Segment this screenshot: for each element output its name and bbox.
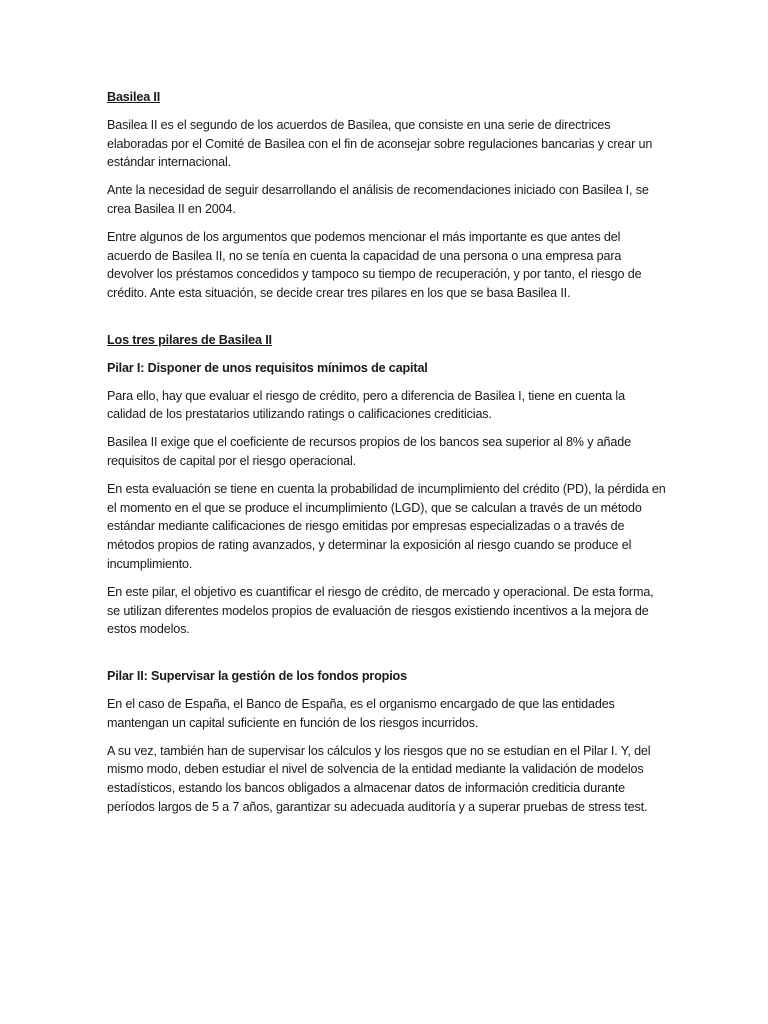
paragraph: A su vez, también han de supervisar los cálculos y los riesgos que no se estudian en el Pilar I. Y, del mismo modo, deben estudiar el nivel de solvencia de la entidad mediante la validación de modelos estadísticos, estando los bancos obligados a almacenar datos de información crediticia durante períodos largos de 5 a 7 años, garantizar su adecuada auditoría y a superar pruebas de stress test.: [107, 743, 651, 814]
paragraph: Basilea II es el segundo de los acuerdos de Basilea, que consiste en una serie de directrices elaboradas por el Comité de Basilea con el fin de aconsejar sobre regulaciones bancarias y crear un estándar internacional.: [107, 117, 653, 170]
subsection-title-pilar-2: Pilar II: Supervisar la gestión de los fondos propios: [107, 669, 407, 684]
paragraph: En este pilar, el objetivo es cuantificar el riesgo de crédito, de mercado y operacional. De esta forma, se utilizan diferentes modelos propios de evaluación de riesgos existiendo incentivos a la mejora de estos modelos.: [107, 584, 654, 637]
section-title-tres-pilares: Los tres pilares de Basilea II: [107, 332, 272, 347]
paragraph: Basilea II exige que el coeficiente de recursos propios de los bancos sea superior al 8% y añade requisitos de capital por el riesgo operacional.: [107, 435, 631, 468]
subsection-title-pilar-1: Pilar I: Disponer de unos requisitos mínimos de capital: [107, 360, 428, 375]
paragraph: Para ello, hay que evaluar el riesgo de crédito, pero a diferencia de Basilea I, tiene en cuenta la calidad de los prestatarios utilizando ratings o calificaciones crediticias.: [107, 388, 625, 422]
paragraph: Ante la necesidad de seguir desarrollando el análisis de recomendaciones iniciado con Basilea I, se crea Basilea II en 2004.: [107, 183, 649, 216]
paragraph: En esta evaluación se tiene en cuenta la probabilidad de incumplimiento del crédito (PD), la pérdida en el momento en el que se produce el incumplimiento (LGD), que se calculan a través de un método estándar mediante calificaciones de riesgo emitidas por empresas especializadas o a través de métodos propios de rating avanzados, y determinar la exposición al riesgo cuando se produce el incumplimiento.: [107, 481, 666, 571]
section-title-basilea-ii: Basilea II: [107, 90, 161, 104]
paragraph: Entre algunos de los argumentos que podemos mencionar el más importante es que antes del acuerdo de Basilea II, no se tenía en cuenta la capacidad de una persona o una empresa para devolver los préstamos concedidos y tampoco su tiempo de recuperación, y por tanto, el riesgo de crédito. Ante esta situación, se decide crear tres pilares en los que se basa Basilea II.: [107, 229, 642, 301]
document-page: [107, 88, 667, 817]
paragraph: En el caso de España, el Banco de España, es el organismo encargado de que las entidades mantengan un capital suficiente en función de los riesgos incurridos.: [107, 696, 615, 730]
